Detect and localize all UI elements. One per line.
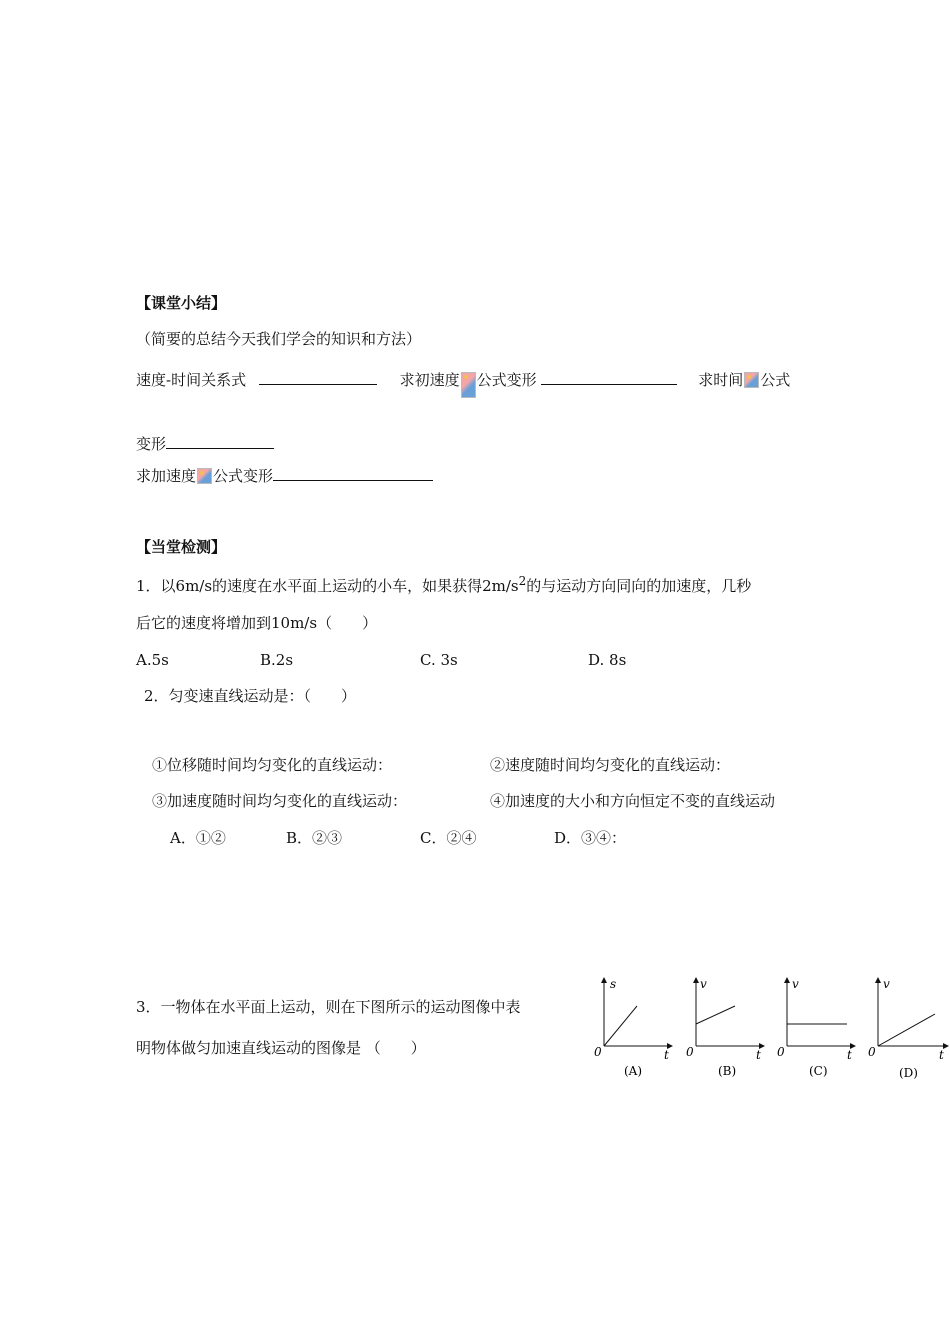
graph-d-line (878, 1014, 935, 1046)
time-label: 求时间 (698, 371, 744, 389)
q3-line-1: 3．一物体在水平面上运动，则在下图所示的运动图像中表 (136, 998, 521, 1016)
broken-image-icon (461, 372, 476, 398)
summary-note: （简要的总结今天我们学会的知识和方法） (136, 330, 422, 348)
graph-b-caption: (B) (718, 1064, 737, 1078)
q2-option-a[interactable]: A．①② (170, 829, 226, 847)
summary-line-3 (136, 464, 433, 486)
motion-graphs (592, 970, 950, 1085)
graph-c-origin: 0 (777, 1045, 785, 1059)
q1-option-c[interactable]: C. 3s (420, 651, 458, 669)
q1-superscript: 2 (518, 574, 527, 588)
q1-line-2: 后它的速度将增加到10m/s（ ） (136, 614, 378, 632)
q1-text-cont: 的与运动方向同向的加速度，几秒 (526, 577, 752, 595)
answer-blank-2[interactable] (541, 368, 677, 385)
summary-heading: 【课堂小结】 (136, 294, 227, 312)
graph-c-xlabel: t (847, 1048, 852, 1062)
graph-c (777, 977, 853, 1078)
formula-transform-label: 公式变形 (476, 371, 537, 389)
q2-option-b[interactable]: B．②③ (286, 829, 343, 847)
q2-item-2: ②速度随时间均匀变化的直线运动： (490, 756, 731, 774)
graph-a-caption: (A) (624, 1064, 643, 1078)
graph-c-caption: (C) (809, 1064, 828, 1078)
broken-image-icon (744, 372, 759, 388)
formula-label: 公式 (760, 371, 791, 389)
graph-c-ylabel: v (792, 977, 799, 991)
graph-a-origin: 0 (594, 1045, 602, 1059)
summary-line-2 (136, 432, 274, 454)
graph-a-ylabel: s (610, 977, 617, 991)
graph-d-origin: 0 (868, 1045, 876, 1059)
graph-b-ylabel: v (700, 977, 707, 991)
answer-blank-4[interactable] (273, 464, 433, 481)
graph-d-caption: (D) (899, 1066, 918, 1080)
graph-a (594, 977, 670, 1078)
q2-item-4: ④加速度的大小和方向恒定不变的直线运动 (490, 792, 776, 810)
graph-a-line (604, 1006, 637, 1046)
q1-option-b[interactable]: B.2s (260, 651, 294, 669)
answer-blank-1[interactable] (259, 368, 377, 385)
graph-d-xlabel: t (939, 1048, 944, 1062)
q2-option-d[interactable]: D．③④： (554, 829, 627, 847)
graph-b-origin: 0 (686, 1045, 694, 1059)
initial-velocity-label: 求初速度 (399, 371, 460, 389)
q1-line-1 (136, 576, 751, 596)
answer-blank-3[interactable] (166, 432, 274, 449)
summary-line-1 (136, 368, 790, 398)
q2-item-3: ③加速度随时间均匀变化的直线运动： (152, 792, 408, 810)
transform-label: 变形 (136, 435, 167, 453)
q1-option-a[interactable]: A.5s (136, 651, 169, 669)
graph-d (868, 977, 946, 1080)
graph-b (686, 977, 762, 1078)
q2-stem: 2．匀变速直线运动是：（ ） (144, 687, 357, 705)
q2-option-c[interactable]: C．②④ (420, 829, 477, 847)
graph-a-xlabel: t (664, 1048, 669, 1062)
graph-d-ylabel: v (883, 977, 890, 991)
formula-transform-label: 公式变形 (213, 467, 274, 485)
graph-b-xlabel: t (756, 1048, 761, 1062)
broken-image-icon (197, 468, 212, 484)
velocity-time-label: 速度-时间关系式 (136, 371, 247, 389)
q1-option-d[interactable]: D. 8s (588, 651, 627, 669)
graph-b-line (696, 1006, 735, 1024)
test-heading: 【当堂检测】 (136, 538, 227, 556)
q3-line-2: 明物体做匀加速直线运动的图像是 （ ） (136, 1039, 426, 1057)
q2-item-1: ①位移随时间均匀变化的直线运动： (152, 756, 393, 774)
q1-text: 1．以6m/s的速度在水平面上运动的小车，如果获得2m/s (136, 577, 519, 595)
acceleration-label: 求加速度 (136, 467, 197, 485)
